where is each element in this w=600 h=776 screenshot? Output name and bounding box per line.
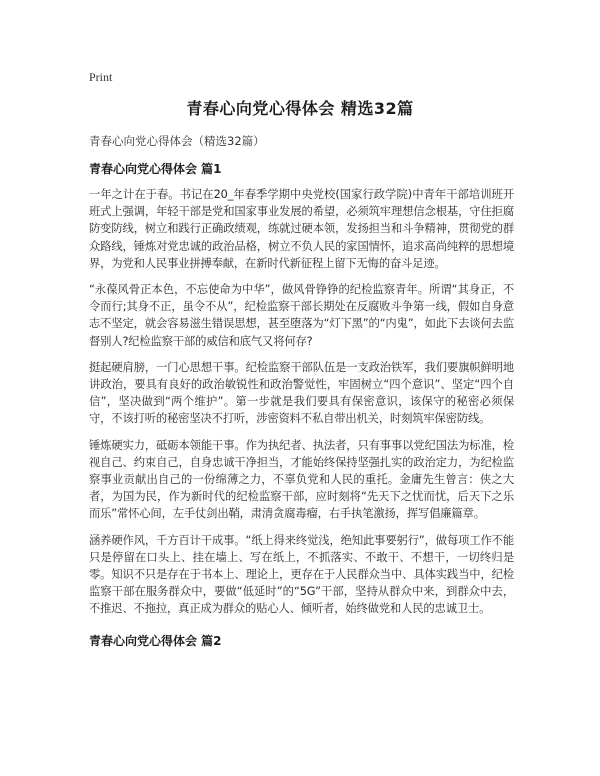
paragraph-3: 挺起硬肩膀，一门心思想干事。纪检监察干部队伍是一支政治铁军，我们要旗帜鲜明地讲政治，要具有良好的政治敏锐性和政治警觉性，牢固树立“四个意识”、坚定“四个自信”，坚决做到“两个维护”。第一步就是我们要具有保密意识，该保守的秘密必须保守，不该打听的秘密坚决不打听，涉密资料不私自带出机关，时刻筑牢保密防线。	[89, 360, 514, 426]
paragraph-1: 一年之计在于春。书记在20_年春季学期中央党校(国家行政学院)中青年干部培训班开班式上强调，年轻干部是党和国家事业发展的希望，必须筑牢理想信念根基，守住拒腐防变防线，树立和践行正确政绩观，练就过硬本领，发扬担当和斗争精神，贯彻党的群众路线，锤炼对党忠诚的政治品格，树立不负人民的家国情怀，追求高尚纯粹的思想境界，为党和人民事业拼搏奉献，在新时代新征程上留下无悔的奋斗足迹。	[89, 188, 514, 270]
section-heading-1: 青春心向党心得体会 篇1	[89, 162, 222, 176]
paragraph-2: “永葆风骨正本色，不忘使命为中华”，做风骨铮铮的纪检监察青年。所谓“其身正，不令而行;其身不正，虽令不从”，纪检监察干部长期处在反腐败斗争第一线，假如自身意志不坚定，就会容易滋生错误思想，甚至堕落为“灯下黑”的“内鬼”，如此下去谈何去监督别人?纪检监察干部的威信和底气又将何存?	[89, 283, 514, 348]
paragraph-5: 涵养硬作风，千方百计干成事。“纸上得来终觉浅，绝知此事要躬行”，做每项工作不能只是停留在口头上、挂在墙上、写在纸上，不抓落实、不敢干、不想干，一切终归是零。知识不只是存在于书本上、理论上，更存在于人民群众当中、具体实践当中，纪检监察干部在服务群众中，要做“低延时”的“5G”干部，坚持从群众中来，到群众中去，不推迟、不拖拉，真正成为群众的贴心人、倾听者，始终做党和人民的忠诚卫士。	[89, 533, 514, 616]
paragraph-4: 锤炼硬实力，砥砺本领能干事。作为执纪者、执法者，只有事事以党纪国法为标准，检视自己、约束自己，自身忠诚干净担当，才能始终保持坚强扎实的政治定力，为纪检监察事业贡献出自己的一份绵薄之力，不辜负党和人民的重托。金庸先生曾言：侠之大者，为国为民，作为新时代的纪检监察干部，应时刻将“先天下之忧而忧，后天下之乐而乐”常怀心间，左手仗剑出鞘，肃清贪腐毒瘤，右手执笔激扬，挥写倡廉篇章。	[89, 438, 514, 521]
document-subtitle: 青春心向党心得体会（精选32篇）	[89, 134, 265, 148]
document-body	[89, 132, 514, 658]
section-heading-2: 青春心向党心得体会 篇2	[89, 633, 222, 648]
print-link[interactable]: Print	[89, 70, 113, 84]
document-title: 青春心向党心得体会 精选32篇	[186, 99, 414, 118]
